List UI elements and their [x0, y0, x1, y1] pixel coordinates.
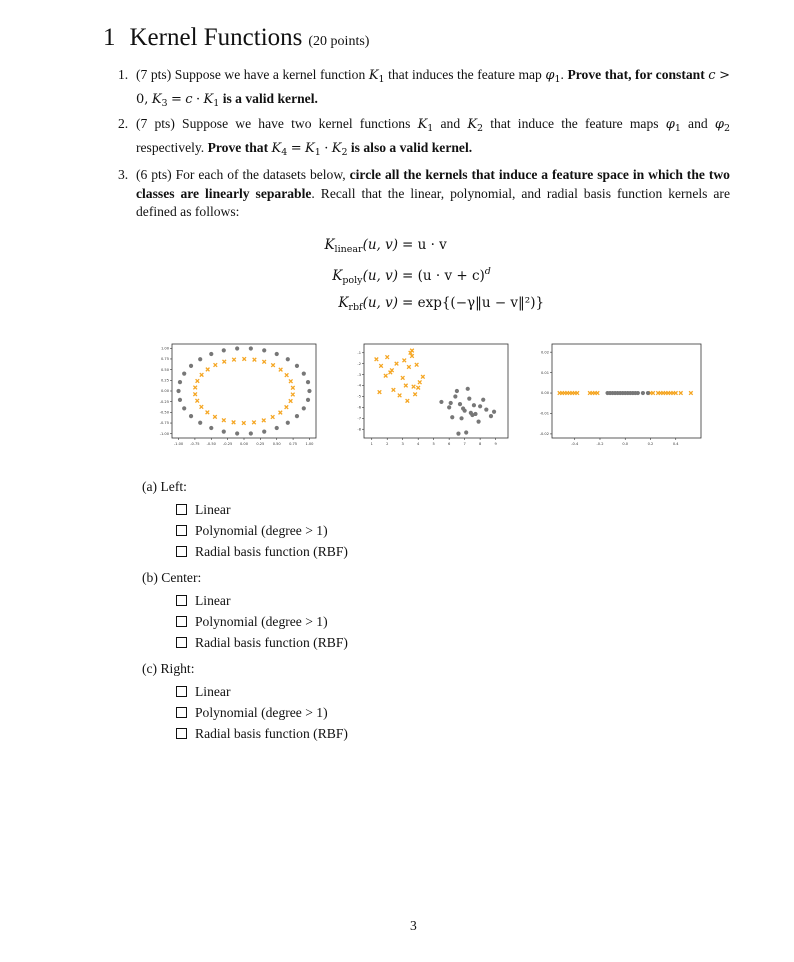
data-point-x: [200, 405, 204, 409]
data-point-x: [596, 391, 600, 395]
page-number: 3: [410, 918, 417, 933]
problem-3: [118, 166, 730, 222]
y-tick-label: -1.00: [159, 431, 169, 436]
data-point-circle: [307, 389, 311, 393]
option-linear[interactable]: Linear: [176, 681, 348, 702]
checkbox[interactable]: [176, 504, 187, 515]
y-tick-label: 0.00: [540, 391, 549, 396]
equation-rbf: $K_{rbf}(u$, v) = exp{(−γ‖u − v‖²)}: [338, 295, 545, 313]
data-point-circle: [481, 398, 485, 402]
option-rbf[interactable]: Radial basis function (RBF): [176, 723, 348, 744]
data-point-circle: [178, 380, 182, 384]
option-polynomial[interactable]: Polynomial (degree > 1): [176, 611, 348, 632]
x-tick-label: -1.00: [173, 442, 184, 446]
data-point-x: [406, 399, 410, 403]
option-polynomial[interactable]: Polynomial (degree > 1): [176, 520, 348, 541]
data-point-circle: [306, 380, 310, 384]
question-b: [142, 567, 348, 653]
data-point-x: [289, 379, 293, 383]
data-point-circle: [198, 357, 202, 361]
scatter-plot-center: [342, 340, 512, 448]
y-tick-label: 0.01: [540, 370, 549, 375]
checkbox[interactable]: [176, 637, 187, 648]
data-point-x: [200, 373, 204, 377]
x-tick-label: -0.25: [222, 442, 233, 446]
data-point-x: [392, 388, 396, 392]
checkbox[interactable]: [176, 616, 187, 627]
y-tick-label: -4: [357, 383, 361, 388]
x-tick-label: 0.2: [647, 442, 654, 446]
problem-bold: is a valid kernel.: [222, 90, 318, 106]
data-point-x: [398, 394, 402, 398]
y-tick-label: -0.75: [159, 421, 169, 426]
data-point-circle: [222, 430, 226, 434]
data-point-circle: [262, 348, 266, 352]
y-tick-label: -5: [357, 394, 361, 399]
checkbox[interactable]: [176, 728, 187, 739]
y-tick-label: -0.01: [539, 411, 549, 416]
data-point-circle: [450, 415, 454, 419]
data-point-x: [271, 363, 275, 367]
problem-number: 1.: [118, 67, 129, 82]
y-tick-label: 0.02: [540, 350, 549, 355]
math-phi1: $\varphi_1$: [545, 68, 561, 85]
problem-bold: Prove that: [207, 139, 269, 155]
checkbox[interactable]: [176, 707, 187, 718]
data-point-x: [242, 421, 246, 425]
x-tick-label: -0.75: [190, 442, 200, 446]
x-tick-label: 2: [386, 442, 389, 446]
problem-points: (7 pts): [136, 116, 175, 131]
data-point-x: [271, 415, 275, 419]
data-point-x: [262, 360, 266, 364]
problem-points: (6 pts): [136, 167, 172, 182]
data-point-x: [412, 385, 416, 389]
data-point-x: [232, 358, 236, 362]
data-point-x: [196, 379, 200, 383]
problem-text: . Recall that the linear, polynomial, and radial basis function kernels are defined as follows:: [136, 185, 730, 219]
data-point-circle: [275, 426, 279, 430]
x-tick-label: 8: [478, 442, 482, 446]
data-point-circle: [209, 352, 213, 356]
data-point-x: [379, 364, 383, 368]
data-point-x: [252, 421, 256, 425]
data-point-circle: [182, 406, 186, 410]
section-number: 1: [103, 24, 116, 51]
x-tick-label: 3: [401, 442, 404, 446]
y-tick-label: 0.25: [160, 378, 169, 383]
option-rbf[interactable]: Radial basis function (RBF): [176, 541, 348, 562]
equation-poly: $K_{poly}(u$, v) = $(u \cdot v + c)^d$: [332, 266, 491, 286]
data-point-circle: [198, 421, 202, 425]
data-point-x: [384, 374, 388, 378]
data-point-x: [651, 391, 655, 395]
data-point-x: [262, 419, 266, 423]
section-points: (20 points): [308, 34, 370, 49]
data-point-circle: [295, 414, 299, 418]
checkbox[interactable]: [176, 525, 187, 536]
x-tick-label: 6: [448, 442, 451, 446]
data-point-circle: [249, 431, 253, 435]
data-point-x: [415, 363, 419, 367]
data-point-circle: [472, 403, 476, 407]
x-tick-label: 0.25: [256, 442, 265, 446]
y-tick-label: -0.50: [159, 410, 169, 415]
data-point-circle: [189, 414, 193, 418]
problem-number: 3.: [118, 167, 129, 182]
data-point-x: [674, 391, 678, 395]
scatter-plot-right: [530, 340, 705, 448]
problem-bold: circle all the kernels that induce a feature space in which the two classes are linearly separable: [136, 167, 730, 201]
data-point-x: [232, 421, 236, 425]
option-rbf[interactable]: Radial basis function (RBF): [176, 632, 348, 653]
option-linear[interactable]: Linear: [176, 590, 348, 611]
x-tick-label: -0.2: [596, 442, 604, 446]
data-point-circle: [439, 400, 443, 404]
data-point-circle: [492, 410, 496, 414]
data-point-x: [385, 355, 389, 359]
data-point-x: [689, 391, 693, 395]
data-point-x: [416, 386, 420, 390]
problem-text: Suppose we have two kernel functions: [182, 116, 411, 131]
data-point-x: [375, 358, 379, 362]
data-point-x: [213, 415, 217, 419]
data-point-circle: [302, 406, 306, 410]
data-point-circle: [295, 364, 299, 368]
x-tick-label: 5: [432, 442, 435, 446]
data-point-circle: [646, 391, 650, 395]
x-tick-label: 1: [370, 442, 373, 446]
math-k1: $K_1$: [203, 91, 220, 109]
x-tick-label: 7: [463, 442, 466, 446]
data-point-x: [206, 368, 210, 372]
data-point-x: [279, 368, 283, 372]
section-heading: Kernel Functions: [129, 24, 303, 51]
data-point-x: [413, 392, 417, 396]
option-linear[interactable]: Linear: [176, 499, 348, 520]
data-point-x: [291, 386, 295, 390]
math-c: c: [708, 68, 716, 83]
x-tick-label: -0.4: [571, 442, 579, 446]
section-title: [103, 24, 369, 52]
data-point-x: [279, 411, 283, 415]
data-point-x: [206, 411, 210, 415]
data-point-circle: [467, 397, 471, 401]
kernel-equations: [310, 234, 544, 319]
data-point-x: [242, 357, 246, 361]
problem-text: that induces the feature map: [388, 67, 542, 82]
y-tick-label: -8: [357, 427, 361, 432]
x-tick-label: 4: [417, 442, 420, 446]
data-point-circle: [453, 394, 457, 398]
data-point-x: [404, 384, 408, 388]
x-tick-label: 0.00: [239, 442, 249, 446]
question-a: [142, 476, 348, 562]
data-point-x: [679, 391, 683, 395]
y-tick-label: 0.75: [160, 357, 169, 362]
x-tick-label: 0.50: [272, 442, 281, 446]
data-point-circle: [449, 401, 453, 405]
y-tick-label: 1.00: [160, 346, 169, 351]
question-label: (b) Center:: [142, 570, 202, 585]
data-point-x: [402, 359, 406, 363]
data-point-x: [421, 375, 425, 379]
y-tick-label: -2: [357, 361, 361, 366]
data-point-circle: [461, 406, 465, 410]
problem-text: For each of the datasets below,: [175, 167, 346, 182]
data-point-x: [289, 399, 293, 403]
data-point-circle: [476, 420, 480, 424]
data-point-x: [285, 405, 289, 409]
x-tick-label: 0.0: [622, 442, 629, 446]
math-cond: > 0,: [136, 68, 731, 107]
data-point-circle: [286, 357, 290, 361]
y-tick-label: -1: [357, 350, 361, 355]
problem-points: (7 pts): [136, 67, 172, 82]
problem-2: 2. (7 pts) Suppose we have two kernel functions $K_1$ and $K_2$ that induce the feature maps $\varphi_1$ and $\varphi_2$ respectively. Prove that $K_4 = K_1 \cdot K_2$ is also a valid kernel.: [118, 116, 731, 158]
data-point-circle: [458, 402, 462, 406]
question-label: (a) Left:: [142, 479, 187, 494]
x-tick-label: 9: [494, 442, 497, 446]
x-tick-label: -0.50: [206, 442, 216, 446]
data-point-x: [222, 360, 226, 364]
data-point-circle: [209, 426, 213, 430]
data-point-circle: [249, 346, 253, 350]
data-point-circle: [176, 389, 180, 393]
data-point-circle: [189, 364, 193, 368]
scatter-plot-left: [150, 340, 320, 448]
option-polynomial[interactable]: Polynomial (degree > 1): [176, 702, 348, 723]
data-point-x: [285, 373, 289, 377]
data-point-x: [378, 390, 382, 394]
checkbox[interactable]: [176, 686, 187, 697]
data-point-circle: [484, 407, 488, 411]
data-point-circle: [455, 389, 459, 393]
data-point-circle: [286, 421, 290, 425]
data-point-circle: [489, 414, 493, 418]
question-label: (c) Right:: [142, 661, 195, 676]
data-point-circle: [447, 405, 451, 409]
data-point-x: [401, 376, 405, 380]
math-k1: $K_1$: [368, 68, 385, 85]
y-tick-label: -6: [357, 405, 361, 410]
data-point-x: [222, 418, 226, 422]
x-tick-label: 0.75: [289, 442, 298, 446]
y-tick-label: 0.00: [160, 389, 169, 394]
question-c: [142, 658, 348, 744]
data-point-circle: [469, 411, 473, 415]
data-point-circle: [275, 352, 279, 356]
problem-1: 1. (7 pts) Suppose we have a kernel function $K_1$ that induces the feature map $\varphi_1$. Prove that, for constant c > 0, $K_3 = c \cdot K_1$ is a valid kernel.: [118, 67, 731, 109]
data-point-circle: [262, 430, 266, 434]
y-tick-label: 0.50: [160, 367, 169, 372]
math-k3: $K_3$: [151, 91, 168, 109]
data-point-x: [253, 358, 257, 362]
x-tick-label: 1.00: [305, 442, 314, 446]
data-point-circle: [182, 372, 186, 376]
data-point-circle: [641, 391, 645, 395]
data-point-x: [418, 380, 422, 384]
data-point-x: [214, 363, 218, 367]
data-point-x: [193, 386, 197, 390]
data-point-x: [395, 362, 399, 366]
data-point-circle: [636, 391, 640, 395]
checkbox[interactable]: [176, 546, 187, 557]
data-point-x: [195, 399, 199, 403]
problem-bold: Prove that, for constant: [567, 67, 705, 82]
data-point-x: [407, 365, 411, 369]
problem-text: Suppose we have a kernel function: [174, 67, 366, 82]
data-point-circle: [178, 398, 182, 402]
data-point-x: [291, 393, 295, 397]
data-point-x: [575, 391, 579, 395]
data-point-circle: [456, 432, 460, 436]
checkbox[interactable]: [176, 595, 187, 606]
problem-bold: is also a valid kernel.: [350, 139, 473, 155]
data-point-circle: [306, 398, 310, 402]
data-point-circle: [302, 372, 306, 376]
y-tick-label: -7: [357, 416, 361, 421]
y-tick-label: -3: [357, 372, 361, 377]
data-point-circle: [235, 346, 239, 350]
problem-number: 2.: [118, 116, 129, 131]
plot-frame: [552, 344, 701, 438]
data-point-circle: [459, 416, 463, 420]
data-point-x: [193, 392, 197, 396]
data-point-circle: [235, 431, 239, 435]
x-tick-label: 0.4: [672, 442, 679, 446]
data-point-circle: [478, 404, 482, 408]
y-tick-label: -0.25: [159, 399, 169, 404]
data-point-circle: [222, 348, 226, 352]
y-tick-label: -0.02: [539, 432, 549, 437]
data-point-circle: [466, 387, 470, 391]
equation-linear: $K_{linear}(u$, v) = u · v: [324, 237, 447, 255]
data-point-circle: [464, 430, 468, 434]
